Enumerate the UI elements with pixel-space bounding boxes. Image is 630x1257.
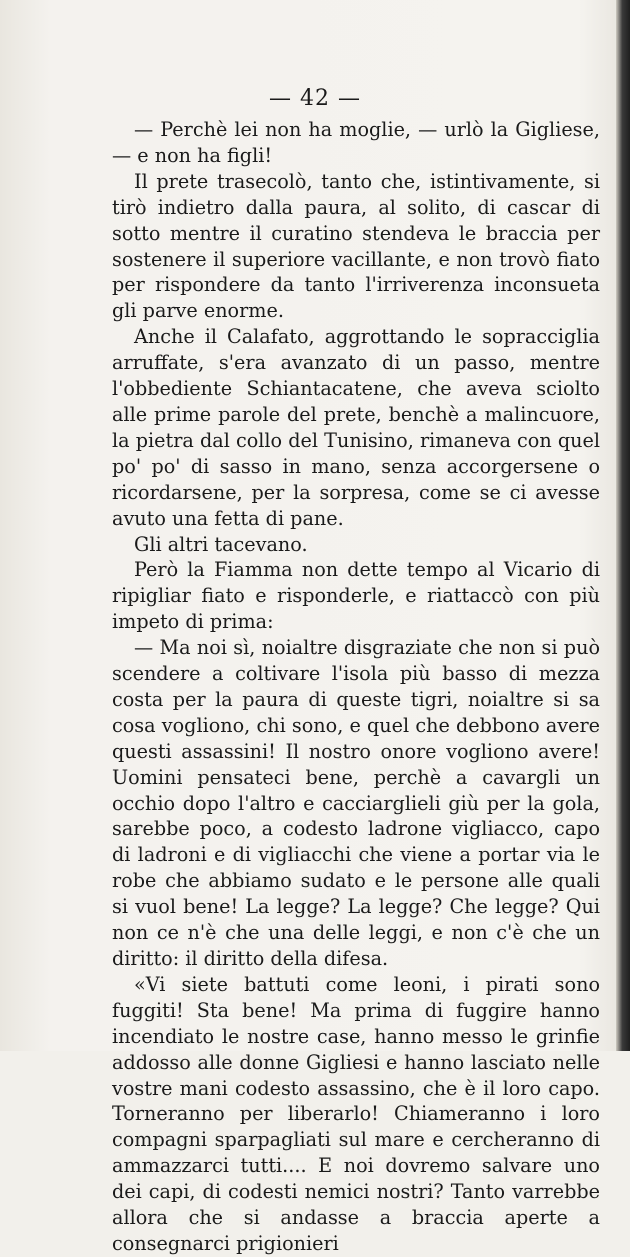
paragraph: — Perchè lei non ha moglie, — urlò la Gigliese, — e non ha figli! <box>112 118 600 167</box>
paragraph: «Vi siete battuti come leoni, i pirati sono fuggiti! Sta bene! Ma prima di fuggire hanno incendiato le nostre case, hanno messo le grinfie addosso alle donne Gigliesi e hanno lasciato nelle vostre mani codesto assassino, che è il loro capo. Torneranno per liberarlo! Chiameranno i loro compagni sparpagliati sul mare e cercheranno di ammazzarci tutti.... E noi dovremo salvare uno dei capi, di codesti nemici nostri? Tanto varrebbe allora che si andasse a braccia aperte a consegnarci prigionieri <box>112 972 600 1255</box>
paragraph: — Ma noi sì, noialtre disgraziate che non si può scendere a coltivare l'isola più basso di mezza costa per la paura di queste tigri, noialtre si sa cosa vogliono, chi sono, e quel che debbono avere questi assassini! Il nostro onore vogliono avere! Uomini pensateci bene, perchè a cavargli un occhio dopo l'altro e cacciarglieli giù per la gola, sarebbe poco, a codesto ladrone vigliacco, capo di ladroni e di vigliacchi che viene a portar via le robe che abbiamo sudato e le persone alle quali si vuol bene! La legge? La legge? Che legge? Qui non ce n'è che una delle leggi, e non c'è che un diritto: il diritto della difesa. <box>112 636 600 970</box>
body-text <box>112 117 600 1257</box>
page-edge-shadow <box>616 0 630 1051</box>
paragraph: Gli altri tacevano. <box>134 532 308 556</box>
page-number: — 42 — <box>269 86 361 111</box>
paragraph: Anche il Calafato, aggrottando le sopracciglia arruffate, s'era avanzato di un passo, mentre l'obbediente Schiantacatene, che aveva sciolto alle prime parole del prete, benchè a malincuore, la pietra dal collo del Tunisino, rimaneva con quel po' po' di sasso in mano, senza accorgersene o ricordarsene, per la sorpresa, come se ci avesse avuto una fetta di pane. <box>112 325 600 530</box>
paragraph: Però la Fiamma non dette tempo al Vicario di ripigliar fiato e risponderle, e riattaccò con più impeto di prima: <box>112 558 600 634</box>
paragraph: Il prete trasecolò, tanto che, istintivamente, si tirò indietro dalla paura, al solito, di cascar di sotto mentre il curatino stendeva le braccia per sostenere il superiore vacillante, e non trovò fiato per rispondere da tanto l'irriverenza inconsueta gli parve enorme. <box>112 169 600 323</box>
